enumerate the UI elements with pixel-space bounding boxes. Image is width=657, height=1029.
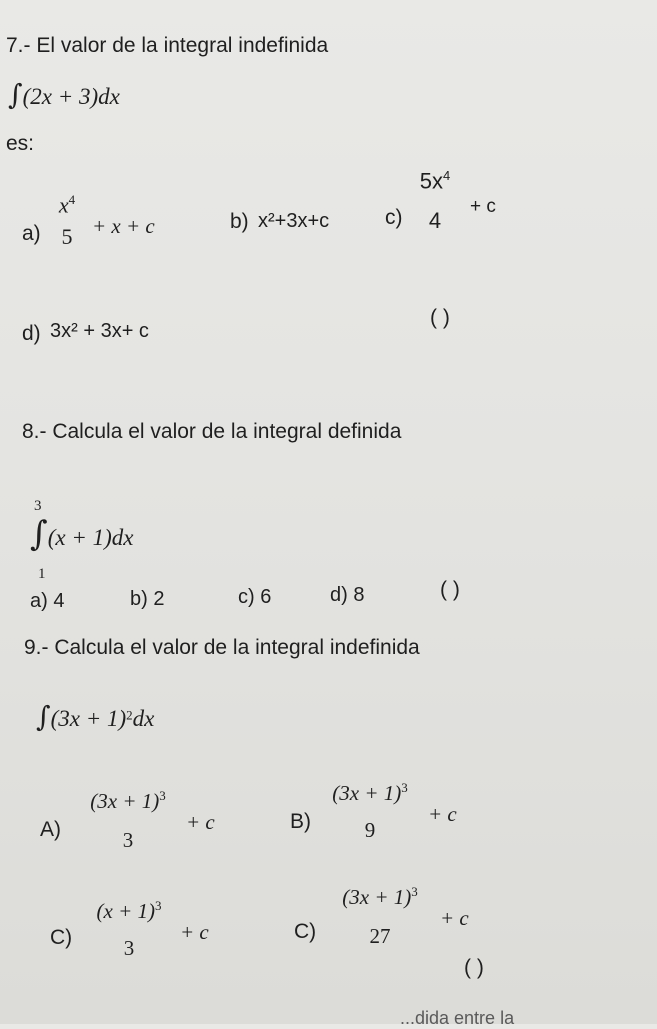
integral-sign-icon: ∫ [8,78,23,111]
q9-option-C2-fraction: $(3x + 1)^3$ 27 [342,884,418,948]
q9-option-B-label: B) [290,810,311,833]
q8-title: 8.- Calcula el valor de la integral definida [22,420,402,443]
q7-integral [8,78,120,111]
q7-title: 7.- El valor de la integral indefinida [6,34,329,57]
q7-answer-box[interactable]: ( ) [430,306,450,329]
q7-option-b-text: x²+3x+c [258,210,330,232]
q9-option-A-label: A) [40,818,61,841]
footer-cut-text: ...dida entre la [400,1008,515,1028]
q9-option-C2-label: C) [294,920,317,943]
q8-integrand: (x + 1)dx [47,525,134,550]
q9-option-A-fraction: $(3x + 1)^3$ 3 [90,788,166,852]
q8-answer-box[interactable]: ( ) [440,578,460,601]
q7-option-d-label: d) [22,322,41,345]
q9-title: 9.- Calcula el valor de la integral indefinida [24,636,420,659]
q7-es-label: es: [6,132,35,155]
q9-option-B-tail: + c [428,802,457,826]
q8-option-a: a) 4 [30,590,65,612]
q7-integrand: (2x + 3)dx [22,84,120,109]
q7-option-a-fraction: $x^4$ 5 [58,192,76,250]
q7-option-a-label: a) [22,222,41,245]
q9-option-C2-tail: + c [440,906,469,930]
q7-option-c-fraction: $5x^4$ 4 [419,168,451,234]
integral-sign-icon: ∫ [36,700,51,733]
q7-option-c-label: c) [385,206,403,229]
q8-upper-limit: 3 [34,498,42,514]
q7-option-a-tail: + x + c [92,214,155,238]
q8-option-c: c) 6 [238,586,272,608]
q9-option-C1-label: C) [50,926,73,949]
q7-option-d-text: 3x² + 3x+ c [50,320,149,342]
q7-option-c-tail: + c [470,196,496,217]
q9-option-C1-fraction: $(x + 1)^3$ 3 [96,898,162,960]
q9-answer-box[interactable]: ( ) [464,956,484,979]
q7-option-b-label: b) [230,210,249,233]
q9-option-C1-tail: + c [180,920,209,944]
q8-integral [30,514,133,554]
q8-option-b: b) 2 [130,588,165,610]
integral-sign-icon: ∫ [30,514,48,554]
q9-integral: $\int(3x + 1)^2dx$ [36,700,155,733]
q8-lower-limit: 1 [38,566,46,582]
q9-option-A-tail: + c [186,810,215,834]
q8-option-d: d) 8 [330,584,365,606]
q9-option-B-fraction: $(3x + 1)^3$ 9 [332,780,408,842]
